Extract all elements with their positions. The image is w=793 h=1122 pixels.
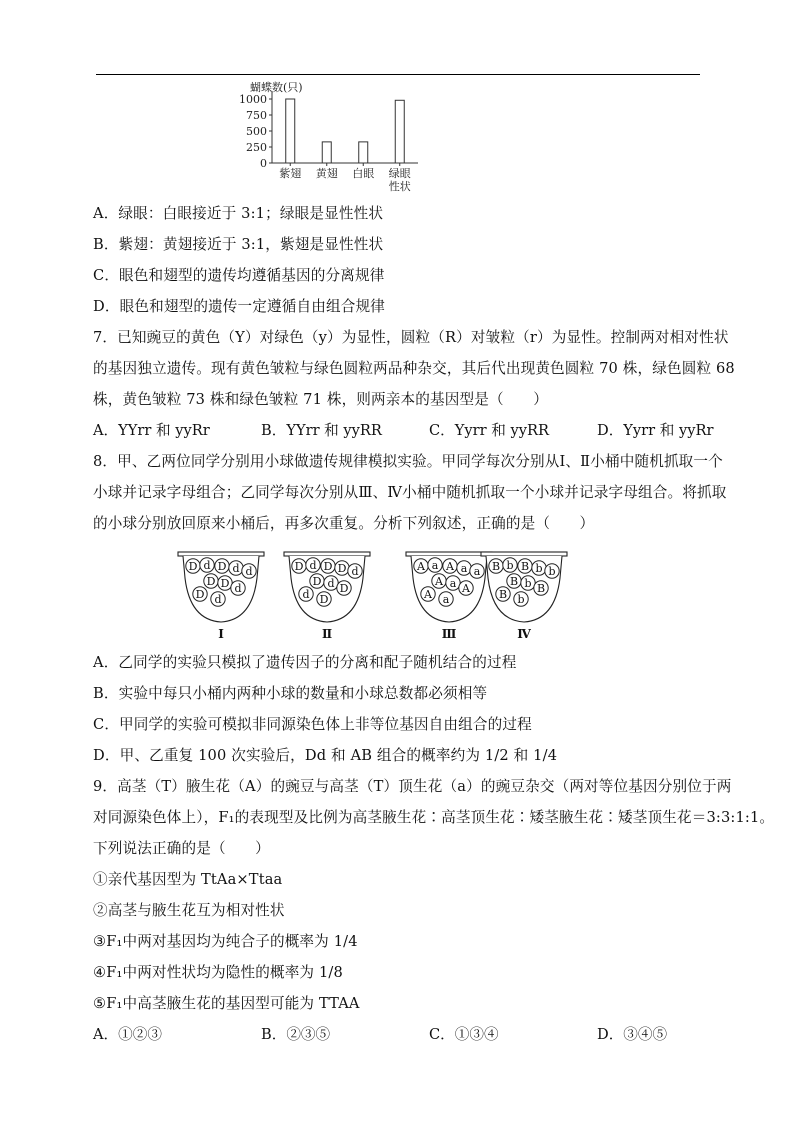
ball-label: b xyxy=(506,559,514,572)
q6-option-b: B．紫翅：黄翅接近于 3:1，紫翅是显性性状 xyxy=(93,236,384,253)
chart-category-label: 黄翅 xyxy=(315,167,338,180)
bucket-label: Ⅲ xyxy=(441,627,457,641)
q7-option-d: D．Yyrr 和 yyRr xyxy=(597,422,714,439)
ball-label: D xyxy=(220,577,230,590)
q8-option-c: C．甲同学的实验可模拟非同源染色体上非等位基因自由组合的过程 xyxy=(93,716,532,733)
butterfly-bar-chart xyxy=(226,78,426,196)
ball-label: b xyxy=(535,562,543,575)
q9-option-b: B．②③⑤ xyxy=(261,1026,331,1043)
chart-ytick-label: 250 xyxy=(246,141,267,154)
ball-label: d xyxy=(302,588,310,601)
ball-label: d xyxy=(234,582,242,595)
chart-ytick-label: 1000 xyxy=(239,93,267,106)
bucket-figure xyxy=(170,548,570,644)
ball-label: b xyxy=(548,565,556,578)
q7-option-c: C．Yyrr 和 yyRR xyxy=(429,422,549,439)
ball-label: B xyxy=(520,560,530,573)
chart-bar-3 xyxy=(359,142,368,163)
q6-option-d: D．眼色和翅型的遗传一定遵循自由组合规律 xyxy=(93,298,385,315)
ball-label: a xyxy=(449,577,457,590)
ball-label: a xyxy=(460,562,468,575)
ball-label: D xyxy=(319,593,329,606)
q9-option-d: D．③④⑤ xyxy=(597,1026,668,1043)
ball-label: B xyxy=(491,560,501,573)
q9-line-3: 下列说法正确的是（ ） xyxy=(93,840,270,857)
ball-label: B xyxy=(509,575,519,588)
q9-item-1: ①亲代基因型为 TtAa×Ttaa xyxy=(93,871,283,888)
ball-label: d xyxy=(232,562,240,575)
chart-category-label: 紫翅 xyxy=(279,167,302,180)
ball-label: D xyxy=(339,582,349,595)
bucket-3 xyxy=(406,552,492,641)
bucket-4 xyxy=(481,552,567,641)
q8-option-d: D．甲、乙重复 100 次实验后，Dd 和 AB 组合的概率约为 1/2 和 1/4 xyxy=(93,747,558,764)
q6-option-a: A．绿眼：白眼接近于 3:1；绿眼是显性性状 xyxy=(93,205,384,222)
ball-label: b xyxy=(524,577,532,590)
ball-label: d xyxy=(327,577,335,590)
ball-label: D xyxy=(323,560,333,573)
q8-line-3: 的小球分别放回原来小桶后，再多次重复。分析下列叙述，正确的是（ ） xyxy=(93,515,595,532)
q7-option-a: A．YYrr 和 yyRr xyxy=(93,422,210,439)
ball-label: D xyxy=(217,560,227,573)
q8-option-b: B．实验中每只小桶内两种小球的数量和小球总数都必须相等 xyxy=(93,685,488,702)
bucket-1 xyxy=(178,552,264,641)
ball-label: a xyxy=(442,593,450,606)
q7-line-3: 株，黄色皱粒 73 株和绿色皱粒 71 株，则两亲本的基因型是（ ） xyxy=(93,391,548,408)
q8-line-1: 8．甲、乙两位同学分别用小球做遗传规律模拟实验。甲同学每次分别从Ⅰ、Ⅱ小桶中随机抓取一个 xyxy=(93,453,723,470)
chart-category-label: 白眼 xyxy=(352,167,375,180)
ball-label: B xyxy=(498,588,508,601)
q9-item-4: ④F₁中两对性状均为隐性的概率为 1/8 xyxy=(93,964,343,981)
ball-label: D xyxy=(206,575,216,588)
q9-item-2: ②高茎与腋生花互为相对性状 xyxy=(93,902,285,919)
bucket-rim xyxy=(481,552,567,556)
ball-label: a xyxy=(431,559,439,572)
bucket-label: Ⅱ xyxy=(321,627,333,641)
q9-option-a: A．①②③ xyxy=(93,1026,162,1043)
ball-label: D xyxy=(188,560,198,573)
chart-ytick-label: 750 xyxy=(246,109,267,122)
chart-ylabel: 蝴蝶数(只) xyxy=(250,81,303,94)
q9-item-3: ③F₁中两对基因均为纯合子的概率为 1/4 xyxy=(93,933,358,950)
ball-label: D xyxy=(337,562,347,575)
ball-label: B xyxy=(536,582,546,595)
chart-bar-2 xyxy=(322,142,331,163)
q9-item-5: ⑤F₁中高茎腋生花的基因型可能为 TTAA xyxy=(93,995,360,1012)
ball-label: d xyxy=(351,565,359,578)
q7-line-1: 7．已知豌豆的黄色（Y）对绿色（y）为显性，圆粒（R）对皱粒（r）为显性。控制两对相对性状 xyxy=(93,329,729,346)
q7-line-2: 的基因独立遗传。现有黄色皱粒与绿色圆粒两品种杂交，其后代出现黄色圆粒 70 株，绿色圆粒 68 xyxy=(93,360,735,377)
bucket-label: Ⅰ xyxy=(218,627,224,641)
chart-ytick-label: 500 xyxy=(246,125,267,138)
ball-label: b xyxy=(517,593,525,606)
ball-label: A xyxy=(417,560,425,573)
q7-option-b: B．YYrr 和 yyRR xyxy=(261,422,382,439)
ball-label: D xyxy=(195,588,205,601)
ball-label: a xyxy=(473,565,481,578)
ball-label: d xyxy=(203,559,211,572)
q9-line-2: 对同源染色体上），F₁的表现型及比例为高茎腋生花∶高茎顶生花∶矮茎腋生花∶矮茎顶生花＝3:3:1:1。 xyxy=(93,809,775,826)
ball-label: A xyxy=(446,560,454,573)
ball-label: A xyxy=(424,588,432,601)
header-rule xyxy=(96,74,700,75)
q6-option-c: C．眼色和翅型的遗传均遵循基因的分离规律 xyxy=(93,267,385,284)
chart-bar-1 xyxy=(286,99,295,163)
bucket-label: Ⅳ xyxy=(517,627,531,641)
ball-label: d xyxy=(214,593,222,606)
bucket-rim xyxy=(284,552,370,556)
bucket-rim xyxy=(406,552,492,556)
ball-label: D xyxy=(312,575,322,588)
q8-line-2: 小球并记录字母组合；乙同学每次分别从Ⅲ、Ⅳ小桶中随机抓取一个小球并记录字母组合。将抓取 xyxy=(93,484,727,501)
ball-label: d xyxy=(309,559,317,572)
bucket-2 xyxy=(284,552,370,641)
q9-option-c: C．①③④ xyxy=(429,1026,499,1043)
chart-ytick-label: 0 xyxy=(260,157,267,170)
chart-category-label: 绿眼 xyxy=(388,167,411,180)
q9-line-1: 9．高茎（T）腋生花（A）的豌豆与高茎（T）顶生花（a）的豌豆杂交（两对等位基因分别位于两 xyxy=(93,778,732,795)
ball-label: A xyxy=(435,575,443,588)
q8-option-a: A．乙同学的实验只模拟了遗传因子的分离和配子随机结合的过程 xyxy=(93,654,517,671)
chart-xlabel: 性状 xyxy=(388,180,411,193)
bucket-rim xyxy=(178,552,264,556)
ball-label: d xyxy=(245,565,253,578)
ball-label: D xyxy=(294,560,304,573)
ball-label: A xyxy=(462,582,470,595)
chart-bar-4 xyxy=(395,100,404,163)
